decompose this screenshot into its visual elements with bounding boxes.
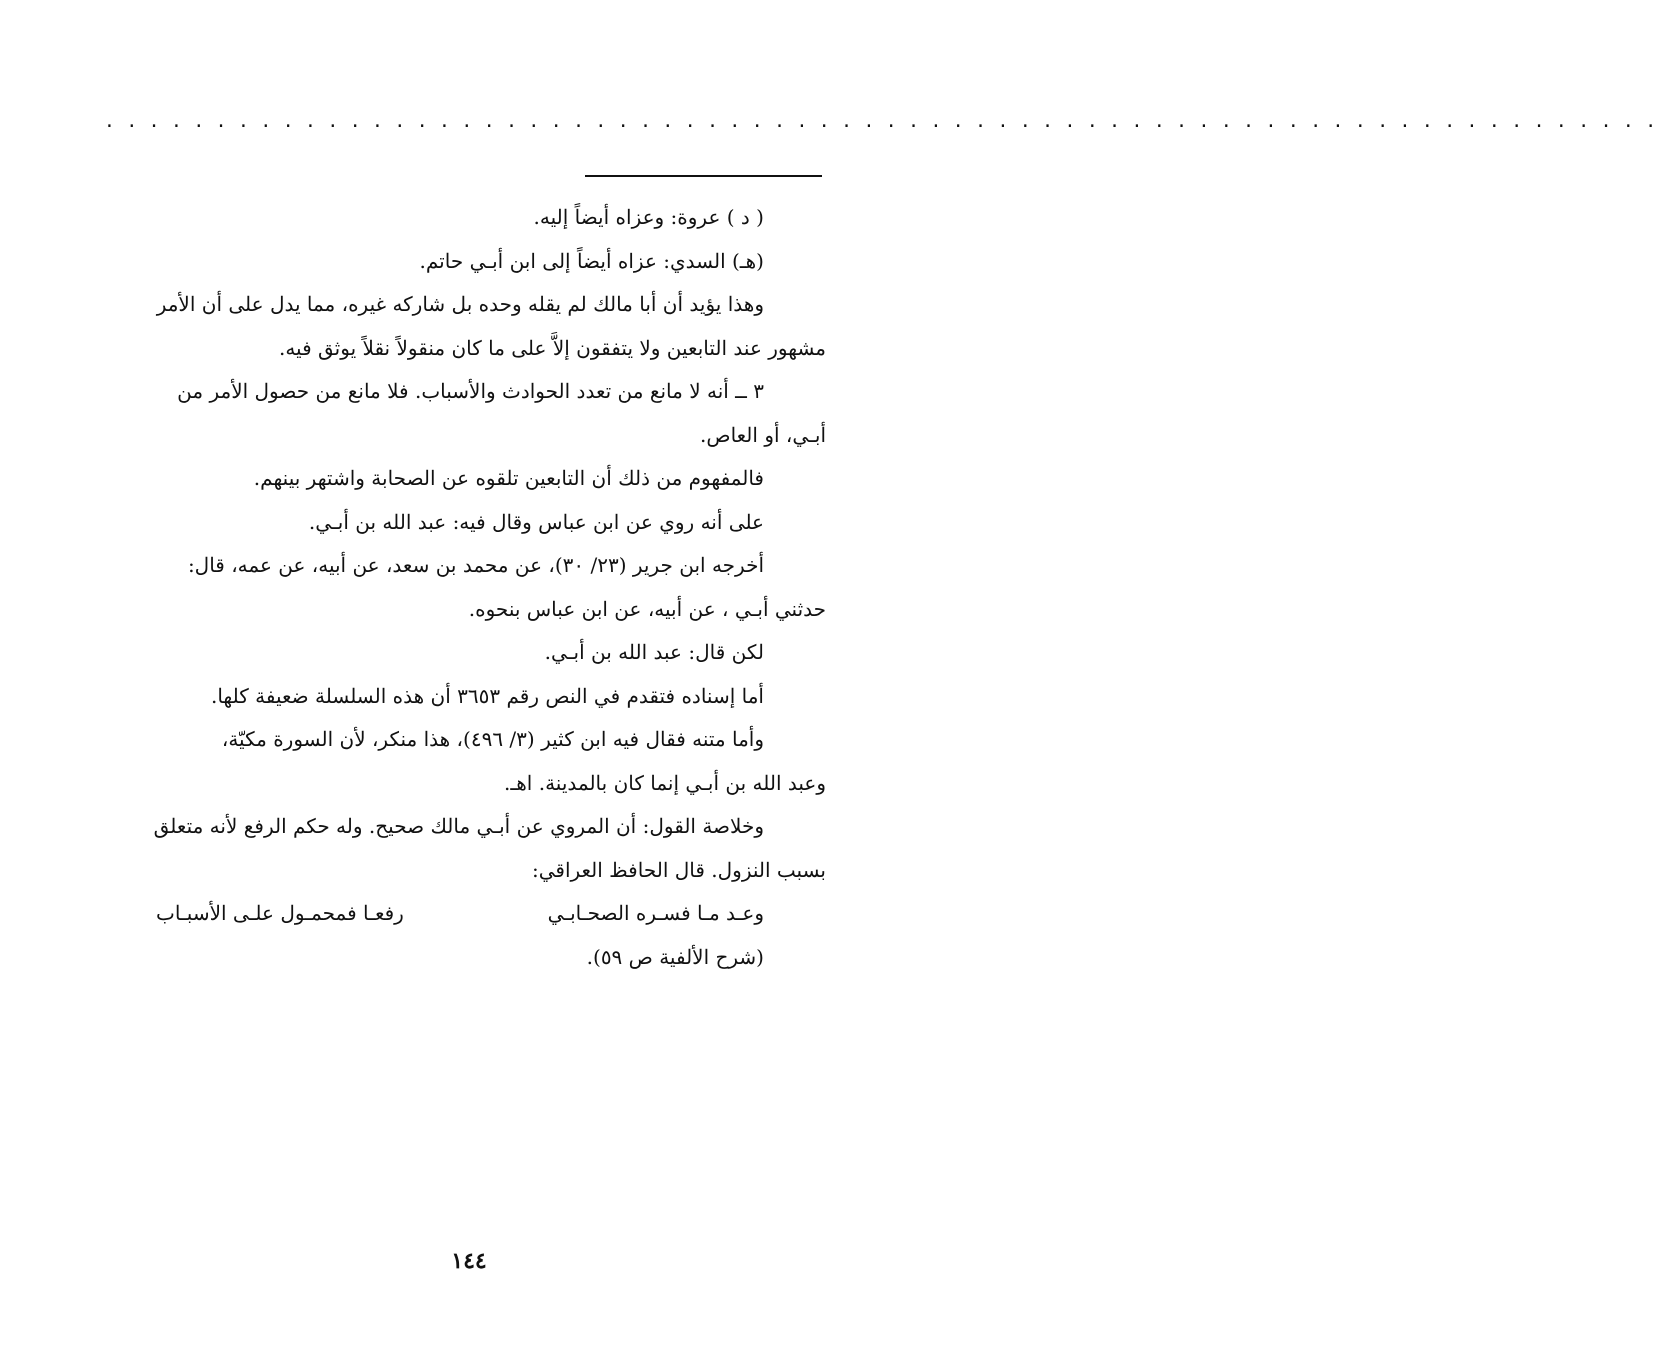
text-line: أبـي، أو العاص. (700, 422, 826, 447)
text-line: (هـ) السدي: عزاه أيضاً إلى ابن أبـي حاتم. (419, 248, 764, 273)
verse-second-hemistich: رفعـا فمحمـول علـى الأسبـاب (156, 901, 404, 925)
verse-line (96, 892, 826, 936)
text-line: وأما متنه فقال فيه ابن كثير (٣/ ٤٩٦)، هذا منكر، لأن السورة مكيّة، (221, 727, 764, 751)
text-line: فالمفهوم من ذلك أن التابعين تلقوه عن الصحابة واشتهر بينهم. (253, 466, 764, 490)
text-line: وخلاصة القول: أن المروي عن أبـي مالك صحيح. وله حكم الرفع لأنه متعلق (153, 814, 764, 838)
verse-first-hemistich: وعـد مـا فسـره الصحـابـي (547, 901, 764, 925)
text-line: وهذا يؤيد أن أبا مالك لم يقله وحده بل شاركه غيره، مما يدل على أن الأمر (156, 292, 764, 316)
text-line: أخرجه ابن جرير (٢٣/ ٣٠)، عن محمد بن سعد، عن أبيه، عن عمه، قال: (187, 553, 764, 577)
text-line: مشهور عند التابعين ولا يتفقون إلاَّ على ما كان منقولاً نقلاً يوثق فيه. (278, 335, 826, 360)
page-body-text (96, 196, 826, 979)
text-line: ( د ) عروة: وعزاه أيضاً إليه. (533, 205, 764, 229)
text-line: وعبد الله بن أبـي إنما كان بالمدينة. اهـ. (504, 770, 826, 795)
header-dotted-line: ...................................................................... (104, 111, 1668, 132)
text-line: (شرح الألفية ص ٥٩). (586, 944, 764, 969)
page-number: ١٤٤ (451, 1248, 487, 1274)
text-line: ٣ ــ أنه لا مانع من تعدد الحوادث والأسباب. فلا مانع من حصول الأمر من (177, 379, 764, 403)
footnote-separator-rule (585, 175, 822, 177)
text-line: أما إسناده فتقدم في النص رقم ٣٦٥٣ أن هذه السلسلة ضعيفة كلها. (210, 683, 764, 708)
text-line: لكن قال: عبد الله بن أبـي. (544, 640, 764, 664)
text-line: بسبب النزول. قال الحافظ العراقي: (531, 857, 826, 882)
text-line: على أنه روي عن ابن عباس وقال فيه: عبد الله بن أبـي. (308, 509, 764, 534)
text-line: حدثني أبـي ، عن أبيه، عن ابن عباس بنحوه. (468, 596, 826, 621)
